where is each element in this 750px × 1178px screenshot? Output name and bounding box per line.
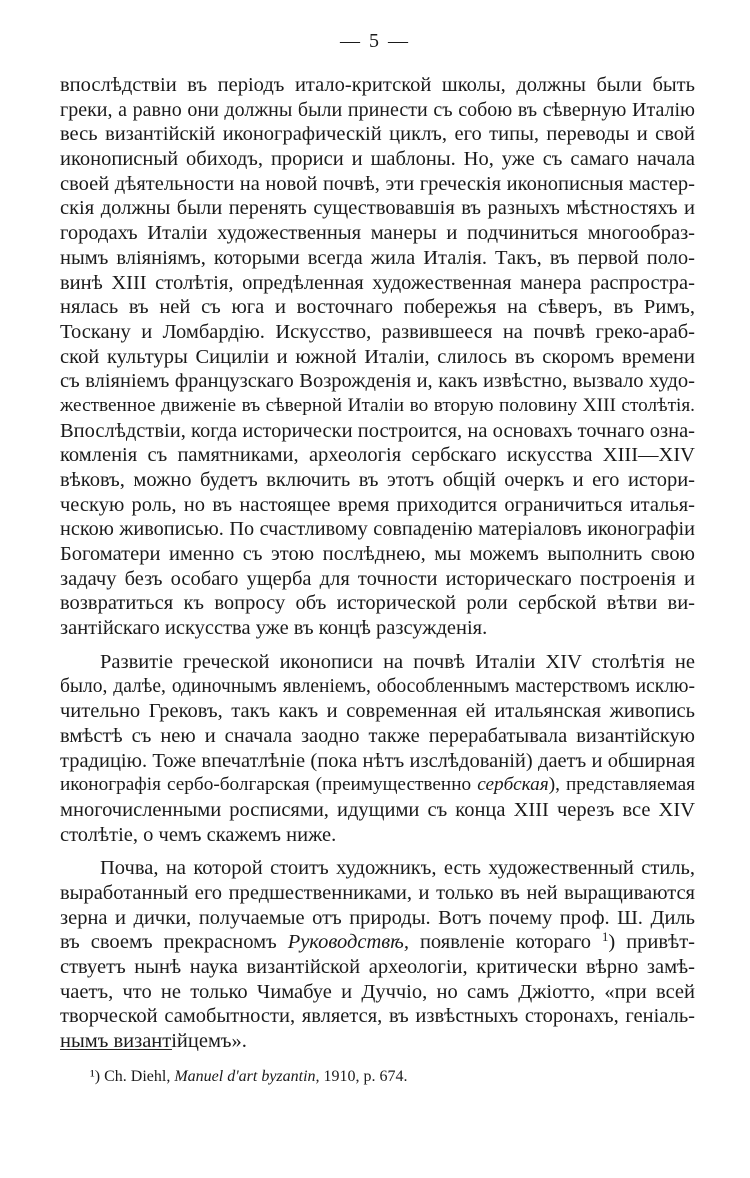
text-line: своей дѣятельности на новой почвѣ, эти греческія иконописныя мастер-	[60, 172, 695, 195]
footnote	[90, 1068, 408, 1086]
paragraph	[60, 73, 695, 641]
text-line: зерна и дички, получаемые отъ природы. Вотъ почему проф. Ш. Диль	[60, 906, 695, 929]
paragraph	[60, 650, 695, 848]
text-line: нымъ византійцемъ».	[60, 1030, 247, 1053]
text-line: творческой самобытности, является, въ извѣстныхъ сторонахъ, геніаль-	[60, 1005, 695, 1028]
text-line: выработанный его предшественниками, и только въ ней выращиваются	[60, 882, 695, 904]
text-line: винѣ XIII столѣтія, опредѣленная художественная манера распростра-	[60, 271, 695, 294]
text-line: зантійскаго искусства уже въ концѣ разсужденія.	[60, 617, 488, 640]
text-line: нымъ вліяніямъ, которыми всегда жила Италія. Такъ, въ первой поло-	[60, 246, 695, 269]
text-line: греки, а равно они должны были принести съ собою въ сѣверную Италію	[60, 98, 695, 121]
text-line: иконописный обиходъ, прориси и шаблоны. Но, уже съ самаго начала	[60, 148, 695, 171]
footnote-author: Ch. Diehl,	[104, 1068, 171, 1085]
text-line: задачу безъ особаго ущерба для точности историческаго построенія и	[60, 567, 695, 590]
text-line: Почва, на которой стоитъ художникъ, есть художественный стиль,	[100, 857, 695, 880]
text-line: весь византійскій иконографическій циклъ, его типы, переводы и свой	[60, 123, 695, 146]
text-line: возвратиться къ вопросу объ исторической роли сербской вѣтви ви-	[60, 592, 695, 615]
footnote-title: Manuel d'art byzantin,	[174, 1068, 320, 1085]
text-line: чаетъ, что не только Чимабуе и Дуччіо, но самъ Джіотто, «при всей	[60, 980, 695, 1003]
text-line: Тоскану и Ломбардію. Искусство, развившееся на почвѣ греко-араб-	[60, 320, 695, 343]
text-line: столѣтіе, о чемъ скажемъ ниже.	[60, 823, 337, 846]
text-line: городахъ Италіи художественныя манеры и подчиниться многообраз-	[60, 222, 695, 245]
footnote-marker: ¹)	[90, 1068, 101, 1085]
text-line: иконографія сербо-болгарская (преимущественно сербская), представляемая	[60, 774, 695, 796]
body-text	[60, 73, 695, 1054]
text-line: нялась въ ней съ юга и восточнаго побережья на сѣверъ, въ Римъ,	[60, 296, 695, 319]
text-line: Впослѣдствіи, когда исторически построится, на основахъ точнаго озна-	[60, 419, 695, 442]
text-line: вмѣстѣ съ нею и сначала заодно также перерабатывала византійскую	[60, 724, 695, 747]
text-line: многочисленными росписями, идущими съ конца XIII черезъ все XIV	[60, 798, 695, 821]
page-number: — 5 —	[340, 30, 410, 52]
text-line: впослѣдствіи въ періодъ итало-критской школы, должны были быть	[60, 74, 695, 96]
text-line: комленія съ памятниками, археологія сербскаго искусства XIII—XIV	[60, 444, 695, 467]
text-line: Богоматери именно съ этою послѣднею, мы можемъ выполнить свою	[60, 543, 695, 566]
text-line: вѣковъ, можно будетъ включить въ этотъ общій очеркъ и его истори-	[60, 469, 695, 491]
text-line: ческую роль, но въ настоящее время приходится ограничиться италья-	[60, 493, 695, 516]
text-line: традицію. Тоже впечатлѣніе (пока нѣтъ изслѣдованій) даетъ и обширная	[60, 749, 695, 772]
footnote-divider	[60, 1049, 172, 1050]
text-line: въ своемъ прекрасномъ Руководствѣ, появленіе котораго $^1$) привѣт-	[60, 930, 695, 954]
text-line: чительно Грековъ, такъ какъ и современная ей итальянская живопись	[60, 700, 695, 723]
text-line: Развитіе греческой иконописи на почвѣ Италіи XIV столѣтія не	[100, 650, 695, 673]
text-line: ской культуры Сициліи и южной Италіи, слилось въ скоромъ времени	[60, 345, 695, 368]
text-line: нскою живописью. По счастливому совпаденію матеріаловъ иконографіи	[60, 518, 695, 541]
text-line: было, далѣе, одиночнымъ явленіемъ, обособленнымъ мастерствомъ исклю-	[60, 675, 695, 697]
text-line: ствуетъ нынѣ наука византійской археологіи, критически вѣрно замѣ-	[60, 956, 695, 979]
text-line: жественное движеніе въ сѣверной Италіи во вторую половину XIII столѣтія.	[60, 394, 695, 416]
footnote-details: 1910, p. 674.	[323, 1068, 408, 1085]
text-line: скія должны были перенять существовавшія въ разныхъ мѣстностяхъ и	[60, 197, 695, 220]
paragraph	[60, 856, 695, 1054]
text-line: съ вліяніемъ французскаго Возрожденія и, какъ извѣстно, вызвало худо-	[60, 370, 695, 393]
